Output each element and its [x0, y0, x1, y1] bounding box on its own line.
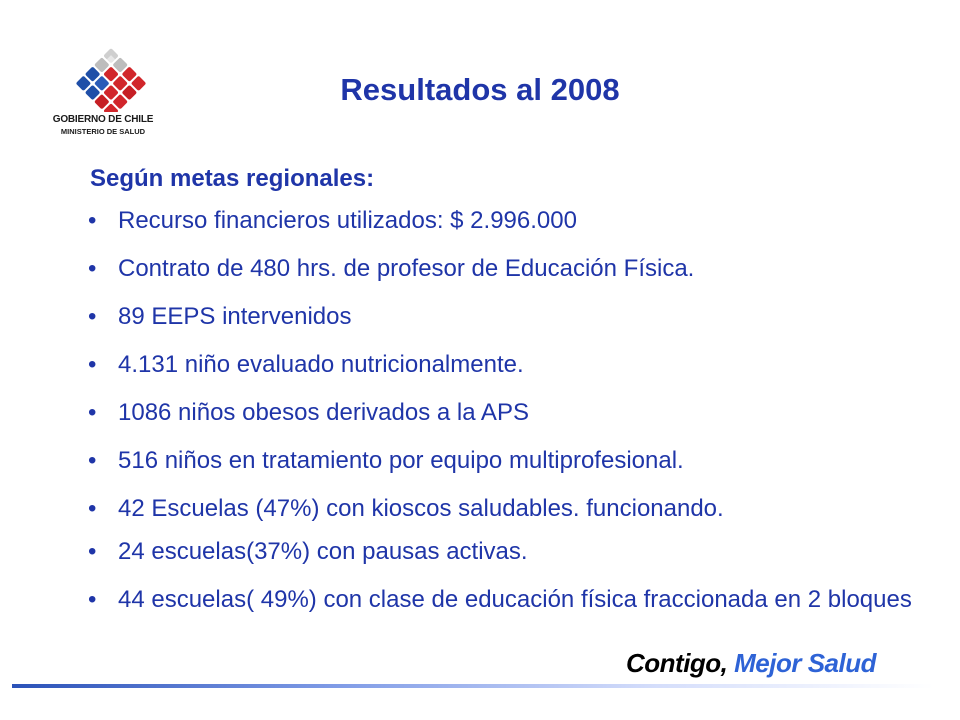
slide-title: Resultados al 2008 — [340, 72, 620, 107]
bullet-list — [88, 206, 920, 633]
bullet-text: 44 escuelas( 49%) con clase de educación física fraccionada en 2 bloques — [118, 586, 912, 613]
logo-text-gobierno: GOBIERNO DE CHILE — [52, 114, 154, 125]
bullet-item — [88, 206, 920, 236]
bullet-dot-icon: • — [88, 399, 97, 426]
bullet-item — [88, 302, 920, 332]
footer-divider — [12, 684, 934, 688]
bullet-text: 42 Escuelas (47%) con kioscos saludables. funcionando. — [118, 495, 724, 522]
logo-mark-icon — [56, 42, 166, 112]
bullet-text: 89 EEPS intervenidos — [118, 303, 352, 330]
logo-text-ministerio: MINISTERIO DE SALUD — [60, 127, 146, 136]
gobierno-de-chile-logo — [44, 42, 184, 142]
bullet-item — [88, 537, 920, 567]
bullet-text: 24 escuelas(37%) con pausas activas. — [118, 538, 528, 565]
bullet-dot-icon: • — [88, 586, 97, 613]
bullet-text: 516 niños en tratamiento por equipo multiprofesional. — [118, 447, 684, 474]
bullet-item — [88, 350, 920, 380]
bullet-text: Contrato de 480 hrs. de profesor de Educación Física. — [118, 255, 695, 282]
bullet-item — [88, 398, 920, 428]
bullet-dot-icon: • — [88, 351, 97, 378]
bullet-dot-icon: • — [88, 255, 97, 282]
bullet-dot-icon: • — [88, 207, 97, 234]
bullet-dot-icon: • — [88, 447, 97, 474]
bullet-text: Recurso financieros utilizados: $ 2.996.000 — [118, 207, 577, 234]
bullet-item — [88, 494, 920, 524]
footer-slogan — [626, 648, 876, 679]
bullet-item — [88, 585, 920, 615]
bullet-dot-icon: • — [88, 538, 97, 565]
bullet-dot-icon: • — [88, 495, 97, 522]
bullet-text: 4.131 niño evaluado nutricionalmente. — [118, 351, 524, 378]
bullet-item — [88, 446, 920, 476]
bullet-text: 1086 niños obesos derivados a la APS — [118, 399, 529, 426]
bullet-dot-icon: • — [88, 303, 97, 330]
slide-subtitle: Según metas regionales: — [90, 165, 375, 192]
bullet-item — [88, 254, 920, 284]
slogan-mejor-salud: Mejor Salud — [727, 648, 876, 678]
slogan-contigo: Contigo, — [626, 648, 728, 678]
